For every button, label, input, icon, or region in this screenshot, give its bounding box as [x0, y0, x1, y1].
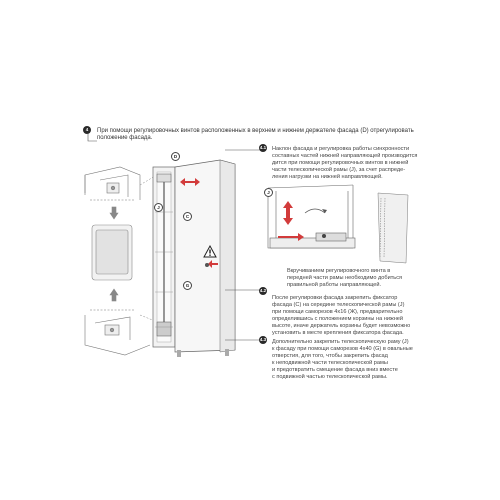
label-j: J: [154, 203, 163, 212]
substep-4-1-line2: составных частей нижней направляющей производится: [272, 153, 418, 159]
appliance-box: [92, 207, 132, 301]
substep-4-3-line3: отверстия, для того, чтобы закрепить фасад: [272, 353, 388, 359]
substep-4-1-line4: части телескопической рамы (J), за счет распреде-: [272, 167, 406, 173]
substep-badge-4-2: 4.2: [259, 288, 267, 293]
adjust-note-line2: передней части рамы необходимо добиться: [287, 275, 403, 281]
warning-triangle-icon: [203, 245, 217, 258]
top-cabinet-detail: [85, 167, 140, 200]
pointer-line: [87, 133, 98, 144]
substep-4-1-line3: дится при помощи регулировочных винтов в нижней: [272, 160, 409, 166]
substep-4-2-line4: определившись с положением корзины на нижней: [272, 316, 404, 322]
label-j-right: J: [264, 188, 273, 197]
curved-arrow-icon: [305, 209, 325, 213]
substep-4-3-line2: к фасаду при помощи саморезов 4х40 (G) в овальные: [272, 346, 413, 352]
substep-4-3-line1: Дополнительно закрепить телескопическую раму (J): [272, 339, 409, 345]
substep-4-1-line5: ления нагрузки на нижней направляющей.: [272, 174, 383, 180]
step-number-badge: 4: [83, 126, 91, 134]
substep-4-3-line4: к неподвижной части телескопической рамы: [272, 360, 388, 366]
label-g: G: [183, 281, 192, 290]
substep-4-1-line1: Наклон фасада и регулировка работы синхронности: [272, 146, 410, 152]
substep-4-2-line1: После регулировки фасада закрепить фиксатор: [272, 295, 398, 301]
step-title-line1: При помощи регулировочных винтов расположенных в верхнем и нижнем держателе фасада (D) отрегулировать: [97, 128, 414, 134]
adjust-note-line3: правильной работы направляющей.: [287, 282, 382, 288]
substep-4-2-line3: при помощи саморезов 4х16 (Ж), предварительно: [272, 309, 403, 315]
step-title-line2: положение фасада.: [97, 135, 153, 141]
arrow-down-icon-1: [110, 213, 118, 219]
substep-4-2-line6: установить в месте крепления фиксатора фасада.: [272, 330, 404, 336]
substep-badge-4-3: 4.3: [259, 337, 267, 342]
substep-4-2-line2: фасада (С) на середине телескопической рамы (J): [272, 302, 405, 308]
arrow-up-icon-1: [110, 289, 118, 295]
substep-4-2-line5: высоте, иначе держатель корзины будет невозможно: [272, 323, 411, 329]
telescopic-frame-illustration: [258, 183, 418, 268]
label-c: C: [183, 212, 192, 221]
adjust-note-line1: Вкручиванием регулировочного винта в: [287, 268, 391, 274]
substep-4-3-line6: с подвижной частью телескопической рамы.: [272, 374, 388, 380]
substep-4-3-line5: и предотвратить смещение фасада вниз вместе: [272, 367, 398, 373]
substep-badge-4-1: 4.1: [259, 145, 267, 150]
red-arrows-frame: [278, 201, 304, 241]
label-d: D: [171, 152, 180, 161]
